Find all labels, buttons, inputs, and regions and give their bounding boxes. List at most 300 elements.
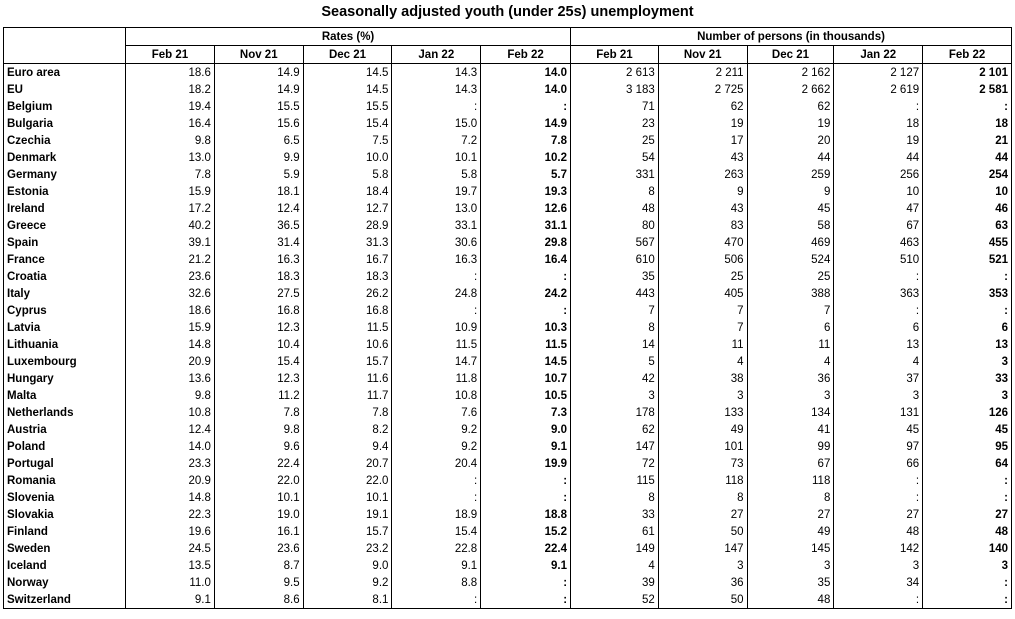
rate-cell: 39.1 (126, 234, 215, 251)
rate-cell: 9.8 (126, 132, 215, 149)
persons-cell: 44 (834, 149, 923, 166)
table-row (4, 353, 1012, 370)
persons-cell: 3 (747, 387, 834, 404)
persons-cell: 13 (834, 336, 923, 353)
persons-cell: 25 (747, 268, 834, 285)
rate-cell: 8.8 (392, 574, 481, 591)
rate-cell: 14.0 (481, 64, 571, 82)
rate-cell: 14.8 (126, 489, 215, 506)
persons-cell: 8 (658, 489, 747, 506)
persons-cell: 8 (747, 489, 834, 506)
country-name-cell: Portugal (4, 455, 126, 472)
table-row (4, 115, 1012, 132)
rate-cell: 18.3 (303, 268, 392, 285)
rate-cell: 7.3 (481, 404, 571, 421)
rate-cell: 14.5 (303, 81, 392, 98)
persons-cell: 254 (923, 166, 1012, 183)
table-row (4, 200, 1012, 217)
persons-cell: 405 (658, 285, 747, 302)
persons-cell: 2 662 (747, 81, 834, 98)
country-name-cell: Iceland (4, 557, 126, 574)
persons-cell: 455 (923, 234, 1012, 251)
group-header-rates: Rates (%) (126, 28, 571, 46)
rate-cell: 31.3 (303, 234, 392, 251)
rate-cell: 7.8 (481, 132, 571, 149)
rate-cell: 16.3 (214, 251, 303, 268)
persons-cell: 7 (658, 302, 747, 319)
rate-cell: 8.1 (303, 591, 392, 609)
rate-cell: : (481, 98, 571, 115)
persons-cell: 52 (571, 591, 659, 609)
table-row (4, 251, 1012, 268)
rate-cell: 26.2 (303, 285, 392, 302)
rate-cell: 18.8 (481, 506, 571, 523)
rate-cell: 14.7 (392, 353, 481, 370)
persons-cell: 99 (747, 438, 834, 455)
persons-cell: : (923, 489, 1012, 506)
table-row (4, 404, 1012, 421)
rate-cell: : (392, 489, 481, 506)
country-name-cell: Slovakia (4, 506, 126, 523)
rate-cell: 20.9 (126, 472, 215, 489)
persons-cell: 3 (923, 387, 1012, 404)
column-header-persons-4: Feb 22 (923, 46, 1012, 64)
rate-cell: 15.5 (303, 98, 392, 115)
persons-cell: 263 (658, 166, 747, 183)
persons-cell: 11 (658, 336, 747, 353)
table-row (4, 438, 1012, 455)
rate-cell: 11.7 (303, 387, 392, 404)
table-row (4, 489, 1012, 506)
rate-cell: 15.4 (392, 523, 481, 540)
country-name-cell: Romania (4, 472, 126, 489)
rate-cell: 14.9 (214, 64, 303, 82)
persons-cell: 506 (658, 251, 747, 268)
persons-cell: 10 (834, 183, 923, 200)
table-row (4, 234, 1012, 251)
column-header-rates-3: Jan 22 (392, 46, 481, 64)
rate-cell: 10.6 (303, 336, 392, 353)
persons-cell: 149 (571, 540, 659, 557)
persons-cell: 49 (747, 523, 834, 540)
persons-cell: : (834, 489, 923, 506)
rate-cell: 23.6 (126, 268, 215, 285)
rate-cell: 9.1 (126, 591, 215, 609)
persons-cell: 44 (747, 149, 834, 166)
rate-cell: 9.8 (214, 421, 303, 438)
persons-cell: 13 (923, 336, 1012, 353)
persons-cell: 115 (571, 472, 659, 489)
persons-cell: 44 (923, 149, 1012, 166)
persons-cell: 20 (747, 132, 834, 149)
rate-cell: 33.1 (392, 217, 481, 234)
rate-cell: 9.1 (481, 557, 571, 574)
persons-cell: 353 (923, 285, 1012, 302)
persons-cell: 2 725 (658, 81, 747, 98)
persons-cell: 41 (747, 421, 834, 438)
persons-cell: : (923, 574, 1012, 591)
country-name-cell: Cyprus (4, 302, 126, 319)
rate-cell: 22.8 (392, 540, 481, 557)
rate-cell: 19.0 (214, 506, 303, 523)
rate-cell: 15.7 (303, 523, 392, 540)
persons-cell: : (923, 472, 1012, 489)
country-name-cell: Lithuania (4, 336, 126, 353)
persons-cell: 45 (747, 200, 834, 217)
persons-cell: 38 (658, 370, 747, 387)
country-name-cell: Sweden (4, 540, 126, 557)
rate-cell: 12.4 (126, 421, 215, 438)
persons-cell: : (834, 268, 923, 285)
rate-cell: 10.5 (481, 387, 571, 404)
rate-cell: 15.0 (392, 115, 481, 132)
rate-cell: 5.8 (303, 166, 392, 183)
persons-cell: 25 (571, 132, 659, 149)
rate-cell: 20.7 (303, 455, 392, 472)
table-row (4, 472, 1012, 489)
rate-cell: : (481, 472, 571, 489)
persons-cell: 35 (747, 574, 834, 591)
persons-cell: 83 (658, 217, 747, 234)
country-name-cell: Greece (4, 217, 126, 234)
persons-cell: 43 (658, 200, 747, 217)
persons-cell: 2 613 (571, 64, 659, 82)
table-row (4, 540, 1012, 557)
persons-cell: 470 (658, 234, 747, 251)
table-row (4, 387, 1012, 404)
persons-cell: 3 (658, 557, 747, 574)
column-header-persons-0: Feb 21 (571, 46, 659, 64)
table-row (4, 370, 1012, 387)
persons-cell: 62 (658, 98, 747, 115)
rate-cell: 32.6 (126, 285, 215, 302)
persons-cell: 256 (834, 166, 923, 183)
rate-cell: 11.0 (126, 574, 215, 591)
rate-cell: 16.4 (126, 115, 215, 132)
country-name-cell: Spain (4, 234, 126, 251)
persons-cell: 610 (571, 251, 659, 268)
country-name-cell: Czechia (4, 132, 126, 149)
persons-cell: 9 (658, 183, 747, 200)
rate-cell: 10.3 (481, 319, 571, 336)
persons-cell: 567 (571, 234, 659, 251)
persons-cell: 18 (923, 115, 1012, 132)
rate-cell: 21.2 (126, 251, 215, 268)
rate-cell: 5.8 (392, 166, 481, 183)
country-name-cell: Latvia (4, 319, 126, 336)
persons-cell: 2 162 (747, 64, 834, 82)
persons-cell: 34 (834, 574, 923, 591)
rate-cell: 11.5 (481, 336, 571, 353)
rate-cell: 30.6 (392, 234, 481, 251)
rate-cell: 12.3 (214, 370, 303, 387)
persons-cell: : (834, 98, 923, 115)
rate-cell: 36.5 (214, 217, 303, 234)
rate-cell: : (481, 268, 571, 285)
persons-cell: 80 (571, 217, 659, 234)
persons-cell: 43 (658, 149, 747, 166)
rate-cell: 9.6 (214, 438, 303, 455)
rate-cell: 13.5 (126, 557, 215, 574)
rate-cell: 18.9 (392, 506, 481, 523)
table-row (4, 336, 1012, 353)
rate-cell: 11.6 (303, 370, 392, 387)
persons-cell: 48 (834, 523, 923, 540)
rate-cell: 18.2 (126, 81, 215, 98)
table-title: Seasonally adjusted youth (under 25s) unemployment (321, 4, 694, 20)
persons-cell: 33 (571, 506, 659, 523)
rate-cell: : (481, 591, 571, 609)
rate-cell: 15.7 (303, 353, 392, 370)
persons-cell: 5 (571, 353, 659, 370)
persons-cell: 463 (834, 234, 923, 251)
persons-cell: 3 (658, 387, 747, 404)
persons-cell: 37 (834, 370, 923, 387)
rate-cell: 6.5 (214, 132, 303, 149)
persons-cell: 46 (923, 200, 1012, 217)
country-name-cell: Netherlands (4, 404, 126, 421)
rate-cell: 15.9 (126, 183, 215, 200)
persons-cell: 6 (923, 319, 1012, 336)
rate-cell: 10.8 (392, 387, 481, 404)
rate-cell: 10.4 (214, 336, 303, 353)
persons-cell: 10 (923, 183, 1012, 200)
country-name-cell: Hungary (4, 370, 126, 387)
country-name-cell: Denmark (4, 149, 126, 166)
rate-cell: 17.2 (126, 200, 215, 217)
rate-cell: 22.3 (126, 506, 215, 523)
persons-cell: 61 (571, 523, 659, 540)
persons-cell: 19 (747, 115, 834, 132)
persons-cell: 54 (571, 149, 659, 166)
persons-cell: 4 (834, 353, 923, 370)
persons-cell: 8 (571, 489, 659, 506)
table-row (4, 268, 1012, 285)
persons-cell: 147 (571, 438, 659, 455)
persons-cell: 3 (834, 557, 923, 574)
rate-cell: 12.3 (214, 319, 303, 336)
table-row (4, 132, 1012, 149)
rate-cell: 16.4 (481, 251, 571, 268)
persons-cell: 48 (747, 591, 834, 609)
persons-cell: 7 (747, 302, 834, 319)
country-name-cell: France (4, 251, 126, 268)
persons-cell: 3 (923, 353, 1012, 370)
rate-cell: 19.6 (126, 523, 215, 540)
persons-cell: 17 (658, 132, 747, 149)
rate-cell: 29.8 (481, 234, 571, 251)
rate-cell: 7.8 (214, 404, 303, 421)
rate-cell: 14.9 (214, 81, 303, 98)
rate-cell: 8.6 (214, 591, 303, 609)
persons-cell: 63 (923, 217, 1012, 234)
rate-cell: 16.3 (392, 251, 481, 268)
table-row (4, 302, 1012, 319)
table-row (4, 523, 1012, 540)
persons-cell: 147 (658, 540, 747, 557)
persons-cell: 3 183 (571, 81, 659, 98)
rate-cell: 15.2 (481, 523, 571, 540)
rate-cell: 31.1 (481, 217, 571, 234)
rate-cell: 10.1 (214, 489, 303, 506)
persons-cell: 8 (571, 319, 659, 336)
column-header-rates-1: Nov 21 (214, 46, 303, 64)
country-name-cell: Malta (4, 387, 126, 404)
rate-cell: 15.5 (214, 98, 303, 115)
rate-cell: 7.6 (392, 404, 481, 421)
rate-cell: 24.8 (392, 285, 481, 302)
country-name-cell: Bulgaria (4, 115, 126, 132)
country-name-cell: Italy (4, 285, 126, 302)
persons-cell: 131 (834, 404, 923, 421)
rate-cell: 14.0 (481, 81, 571, 98)
rate-cell: 11.5 (303, 319, 392, 336)
persons-cell: 36 (747, 370, 834, 387)
column-header-persons-3: Jan 22 (834, 46, 923, 64)
persons-cell: 27 (923, 506, 1012, 523)
persons-cell: 9 (747, 183, 834, 200)
persons-cell: 6 (834, 319, 923, 336)
rate-cell: 5.9 (214, 166, 303, 183)
rate-cell: 11.5 (392, 336, 481, 353)
table-row (4, 149, 1012, 166)
persons-cell: 178 (571, 404, 659, 421)
header-corner (4, 28, 126, 64)
column-header-persons-2: Dec 21 (747, 46, 834, 64)
rate-cell: 10.1 (392, 149, 481, 166)
persons-cell: 3 (923, 557, 1012, 574)
table-row (4, 166, 1012, 183)
column-header-rates-2: Dec 21 (303, 46, 392, 64)
rate-cell: 9.2 (303, 574, 392, 591)
persons-cell: 67 (834, 217, 923, 234)
country-name-cell: Finland (4, 523, 126, 540)
rate-cell: 23.3 (126, 455, 215, 472)
rate-cell: 13.6 (126, 370, 215, 387)
rate-cell: 15.6 (214, 115, 303, 132)
table-row (4, 217, 1012, 234)
rate-cell: 9.1 (481, 438, 571, 455)
persons-cell: 27 (834, 506, 923, 523)
rate-cell: 40.2 (126, 217, 215, 234)
table-row (4, 591, 1012, 609)
rate-cell: 16.1 (214, 523, 303, 540)
persons-cell: 7 (658, 319, 747, 336)
persons-cell: 133 (658, 404, 747, 421)
country-name-cell: Germany (4, 166, 126, 183)
persons-cell: 521 (923, 251, 1012, 268)
rate-cell: 14.5 (481, 353, 571, 370)
rate-cell: 23.2 (303, 540, 392, 557)
persons-cell: 19 (834, 132, 923, 149)
rate-cell: 14.5 (303, 64, 392, 82)
rate-cell: 5.7 (481, 166, 571, 183)
persons-cell: 42 (571, 370, 659, 387)
persons-cell: 4 (658, 353, 747, 370)
country-name-cell: Norway (4, 574, 126, 591)
country-name-cell: Euro area (4, 64, 126, 82)
rate-cell: : (481, 302, 571, 319)
rate-cell: 15.4 (214, 353, 303, 370)
country-name-cell: Estonia (4, 183, 126, 200)
persons-cell: 27 (658, 506, 747, 523)
rate-cell: 9.4 (303, 438, 392, 455)
rate-cell: 19.3 (481, 183, 571, 200)
country-name-cell: EU (4, 81, 126, 98)
persons-cell: 118 (658, 472, 747, 489)
rate-cell: : (392, 268, 481, 285)
persons-cell: 35 (571, 268, 659, 285)
table-row (4, 574, 1012, 591)
rate-cell: 8.2 (303, 421, 392, 438)
persons-cell: 23 (571, 115, 659, 132)
rate-cell: 16.7 (303, 251, 392, 268)
rate-cell: 14.3 (392, 64, 481, 82)
persons-cell: 2 101 (923, 64, 1012, 82)
rate-cell: 14.3 (392, 81, 481, 98)
persons-cell: 39 (571, 574, 659, 591)
rate-cell: 16.8 (303, 302, 392, 319)
rate-cell: 10.0 (303, 149, 392, 166)
rate-cell: 12.6 (481, 200, 571, 217)
persons-cell: : (923, 591, 1012, 609)
rate-cell: 10.7 (481, 370, 571, 387)
rate-cell: : (392, 472, 481, 489)
persons-cell: 14 (571, 336, 659, 353)
rate-cell: 10.2 (481, 149, 571, 166)
persons-cell: 64 (923, 455, 1012, 472)
persons-cell: 2 211 (658, 64, 747, 82)
persons-cell: 71 (571, 98, 659, 115)
rate-cell: 22.4 (481, 540, 571, 557)
rate-cell: : (392, 302, 481, 319)
persons-cell: : (923, 302, 1012, 319)
persons-cell: 45 (923, 421, 1012, 438)
persons-cell: 126 (923, 404, 1012, 421)
persons-cell: 7 (571, 302, 659, 319)
rate-cell: 9.9 (214, 149, 303, 166)
rate-cell: 28.9 (303, 217, 392, 234)
country-name-cell: Croatia (4, 268, 126, 285)
table-row (4, 506, 1012, 523)
rate-cell: 18.6 (126, 64, 215, 82)
rate-cell: : (481, 489, 571, 506)
table-row (4, 557, 1012, 574)
rate-cell: 9.2 (392, 438, 481, 455)
rate-cell: 15.4 (303, 115, 392, 132)
persons-cell: 62 (571, 421, 659, 438)
rate-cell: 20.4 (392, 455, 481, 472)
persons-cell: 469 (747, 234, 834, 251)
persons-cell: 3 (747, 557, 834, 574)
rate-cell: 11.2 (214, 387, 303, 404)
table-row (4, 285, 1012, 302)
column-header-rates-4: Feb 22 (481, 46, 571, 64)
table-row (4, 98, 1012, 115)
rate-cell: 16.8 (214, 302, 303, 319)
persons-cell: 2 127 (834, 64, 923, 82)
country-name-cell: Belgium (4, 98, 126, 115)
rate-cell: : (481, 574, 571, 591)
persons-cell: 363 (834, 285, 923, 302)
persons-cell: 50 (658, 591, 747, 609)
persons-cell: 47 (834, 200, 923, 217)
rate-cell: 22.4 (214, 455, 303, 472)
rate-cell: 13.0 (392, 200, 481, 217)
persons-cell: 259 (747, 166, 834, 183)
persons-cell: 48 (571, 200, 659, 217)
rate-cell: 27.5 (214, 285, 303, 302)
